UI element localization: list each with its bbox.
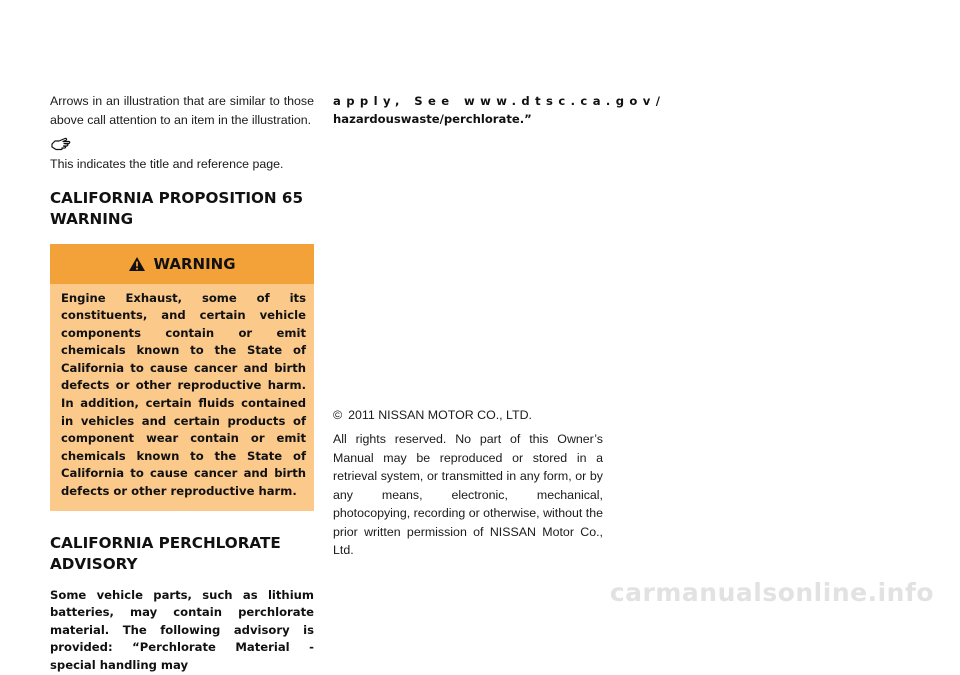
warning-title: WARNING [153,254,236,273]
continuation-line-2: hazardouswaste/perchlorate.” [333,112,532,126]
section-heading-perchlorate: CALIFORNIA PERCHLORATE ADVISORY [50,533,281,573]
reference-paragraph: This indicates the title and reference page. [50,157,284,171]
left-column [50,92,314,675]
warning-header [50,244,314,284]
copyright-text: 2011 NISSAN MOTOR CO., LTD. [348,408,532,422]
copyright-line [333,406,603,424]
section-heading-prop65: CALIFORNIA PROPOSITION 65 WARNING [50,188,304,228]
perchlorate-paragraph: Some vehicle parts, such as lithium batteries, may contain perchlorate material. The following advisory is provided: “Perchlorate Material - special handling may [50,587,314,672]
continuation-line-1: apply, See www.dtsc.ca.gov/ [333,94,666,108]
watermark-text: carmanualsonline.info [609,578,934,607]
copyright-symbol: © [333,408,343,422]
rights-paragraph: All rights reserved. No part of this Owner’s Manual may be reproduced or stored in a retrieval system, or transmitted in any form, or by any means, electronic, mechanical, photocopying, recording or otherwise, without the prior written permission of NISSAN Motor Co., Ltd. [333,432,603,557]
warning-body: Engine Exhaust, some of its constituents, and certain vehicle components contain or emit chemicals known to the State of California to cause cancer and birth defects or other reproductive harm. In addition, certain fluids contained in vehicles and certain products of component wear contain or emit chemicals known to the State of California to cause cancer and birth defects or other reproductive harm. [61,290,306,499]
middle-column [333,92,666,128]
warning-triangle-icon [128,256,146,272]
copyright-block [333,406,603,560]
intro-paragraph: Arrows in an illustration that are similar to those above call attention to an item in the illustration. [50,94,314,127]
pointing-hand-icon [50,135,72,153]
warning-box [50,244,314,511]
